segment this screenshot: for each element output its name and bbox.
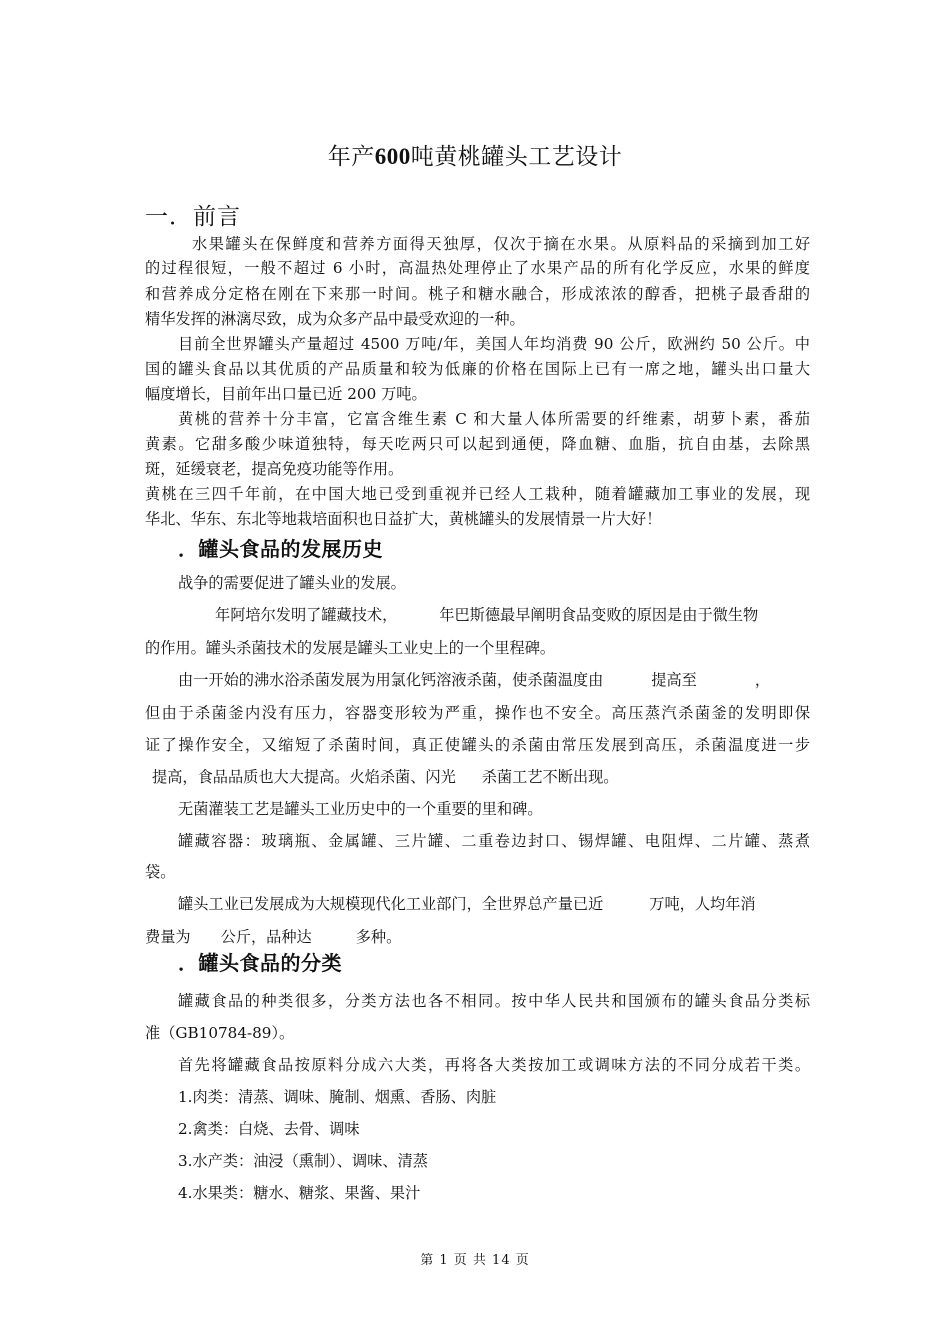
paragraph-line: 证了操作安全，又缩短了杀菌时间，真正使罐头的杀菌由常压发展到高压，杀菌温度进一步	[145, 736, 810, 754]
paragraph-line: 斑，延缓衰老，提高免疫功能等作用。	[145, 460, 404, 478]
paragraph-line: 罐藏容器：玻璃瓶、金属罐、三片罐、二重卷边封口、锡焊罐、电阻焊、二片罐、蒸煮	[178, 832, 810, 850]
paragraph-line: 年阿培尔发明了罐藏技术， 年巴斯德最早阐明食品变败的原因是由于微生物	[215, 606, 759, 624]
paragraph-line: 黄桃的营养十分丰富，它富含维生素 C 和大量人体所需要的纤维素，胡萝卜素，番茄	[178, 410, 810, 428]
paragraph-line: 的作用。罐头杀菌技术的发展是罐头工业史上的一个里程碑。	[145, 639, 556, 657]
paragraph-line: 目前全世界罐头产量超过 4500 万吨/年，美国人年均消费 90 公斤，欧洲约 50 公斤。中	[178, 335, 810, 353]
paragraph-line: 黄桃在三四千年前，在中国大地已受到重视并已经人工栽种，随着罐藏加工事业的发展，现	[145, 485, 810, 503]
paragraph-line: 精华发挥的淋漓尽致，成为众多产品中最受欢迎的一种。	[145, 310, 525, 328]
list-item: 2.禽类：白烧、去骨、调味	[178, 1120, 360, 1138]
page-footer: 第 1 页 共 14 页	[420, 1253, 530, 1268]
page-title: 年产600吨黄桃罐头工艺设计	[327, 144, 623, 170]
section-heading-preface: 一．前言	[145, 204, 241, 230]
paragraph-line: 无菌灌装工艺是罐头工业历史中的一个重要的里和碑。	[178, 800, 543, 818]
paragraph-line: 罐藏食品的种类很多，分类方法也各不相同。按中华人民共和国颁布的罐头食品分类标	[178, 992, 810, 1010]
paragraph-line: 首先将罐藏食品按原料分成六大类，再将各大类按加工或调味方法的不同分成若干类。	[178, 1056, 810, 1074]
paragraph-line: 黄素。它甜多酸少味道独特，每天吃两只可以起到通便，降血糖、血脂，抗自由基，去除黑	[145, 435, 810, 453]
paragraph-line: 费量为 公斤，品种达 多种。	[145, 928, 402, 946]
paragraph-line: 和营养成分定格在刚在下来那一时间。桃子和糖水融合，形成浓浓的醇香，把桃子最香甜的	[145, 285, 810, 303]
paragraph-line: 国的罐头食品以其优质的产品质量和较为低廉的价格在国际上已有一席之地，罐头出口量大	[145, 360, 810, 378]
paragraph-line: 华北、华东、东北等地栽培面积也日益扩大，黄桃罐头的发展情景一片大好！	[145, 510, 662, 528]
paragraph-line: 水果罐头在保鲜度和营养方面得天独厚，仅次于摘在水果。从原料品的采摘到加工好	[192, 235, 810, 253]
paragraph-line: 战争的需要促进了罐头业的发展。	[178, 574, 406, 592]
section-heading-history: ．罐头食品的发展历史	[178, 537, 383, 561]
list-item: 1.肉类：清蒸、调味、腌制、烟熏、香肠、肉脏	[178, 1088, 497, 1106]
paragraph-line: 准（GB10784-89）。	[145, 1024, 295, 1042]
paragraph-line: 的过程很短，一般不超过 6 小时，高温热处理停止了水果产品的所有化学反应，水果的鲜度	[145, 259, 810, 277]
paragraph-line: 提高，食品品质也大大提高。火焰杀菌、闪光 杀菌工艺不断出现。	[152, 768, 619, 786]
list-item: 3.水产类：油浸（熏制）、调味、清蒸	[178, 1152, 428, 1170]
paragraph-line: 罐头工业已发展成为大规模现代化工业部门，全世界总产量已近 万吨，人均年消	[178, 895, 756, 913]
paragraph-line: 袋。	[145, 863, 176, 881]
paragraph-line: 但由于杀菌釜内没有压力，容器变形较为严重，操作也不安全。高压蒸汽杀菌釜的发明即保	[145, 704, 810, 722]
section-heading-classification: ．罐头食品的分类	[178, 951, 342, 975]
list-item: 4.水果类：糖水、糖浆、果酱、果汁	[178, 1184, 421, 1202]
paragraph-line: 由一开始的沸水浴杀菌发展为用氯化钙溶液杀菌，使杀菌温度由 提高至 ，	[178, 671, 770, 689]
paragraph-line: 幅度增长，目前年出口量已近 200 万吨。	[145, 385, 427, 403]
